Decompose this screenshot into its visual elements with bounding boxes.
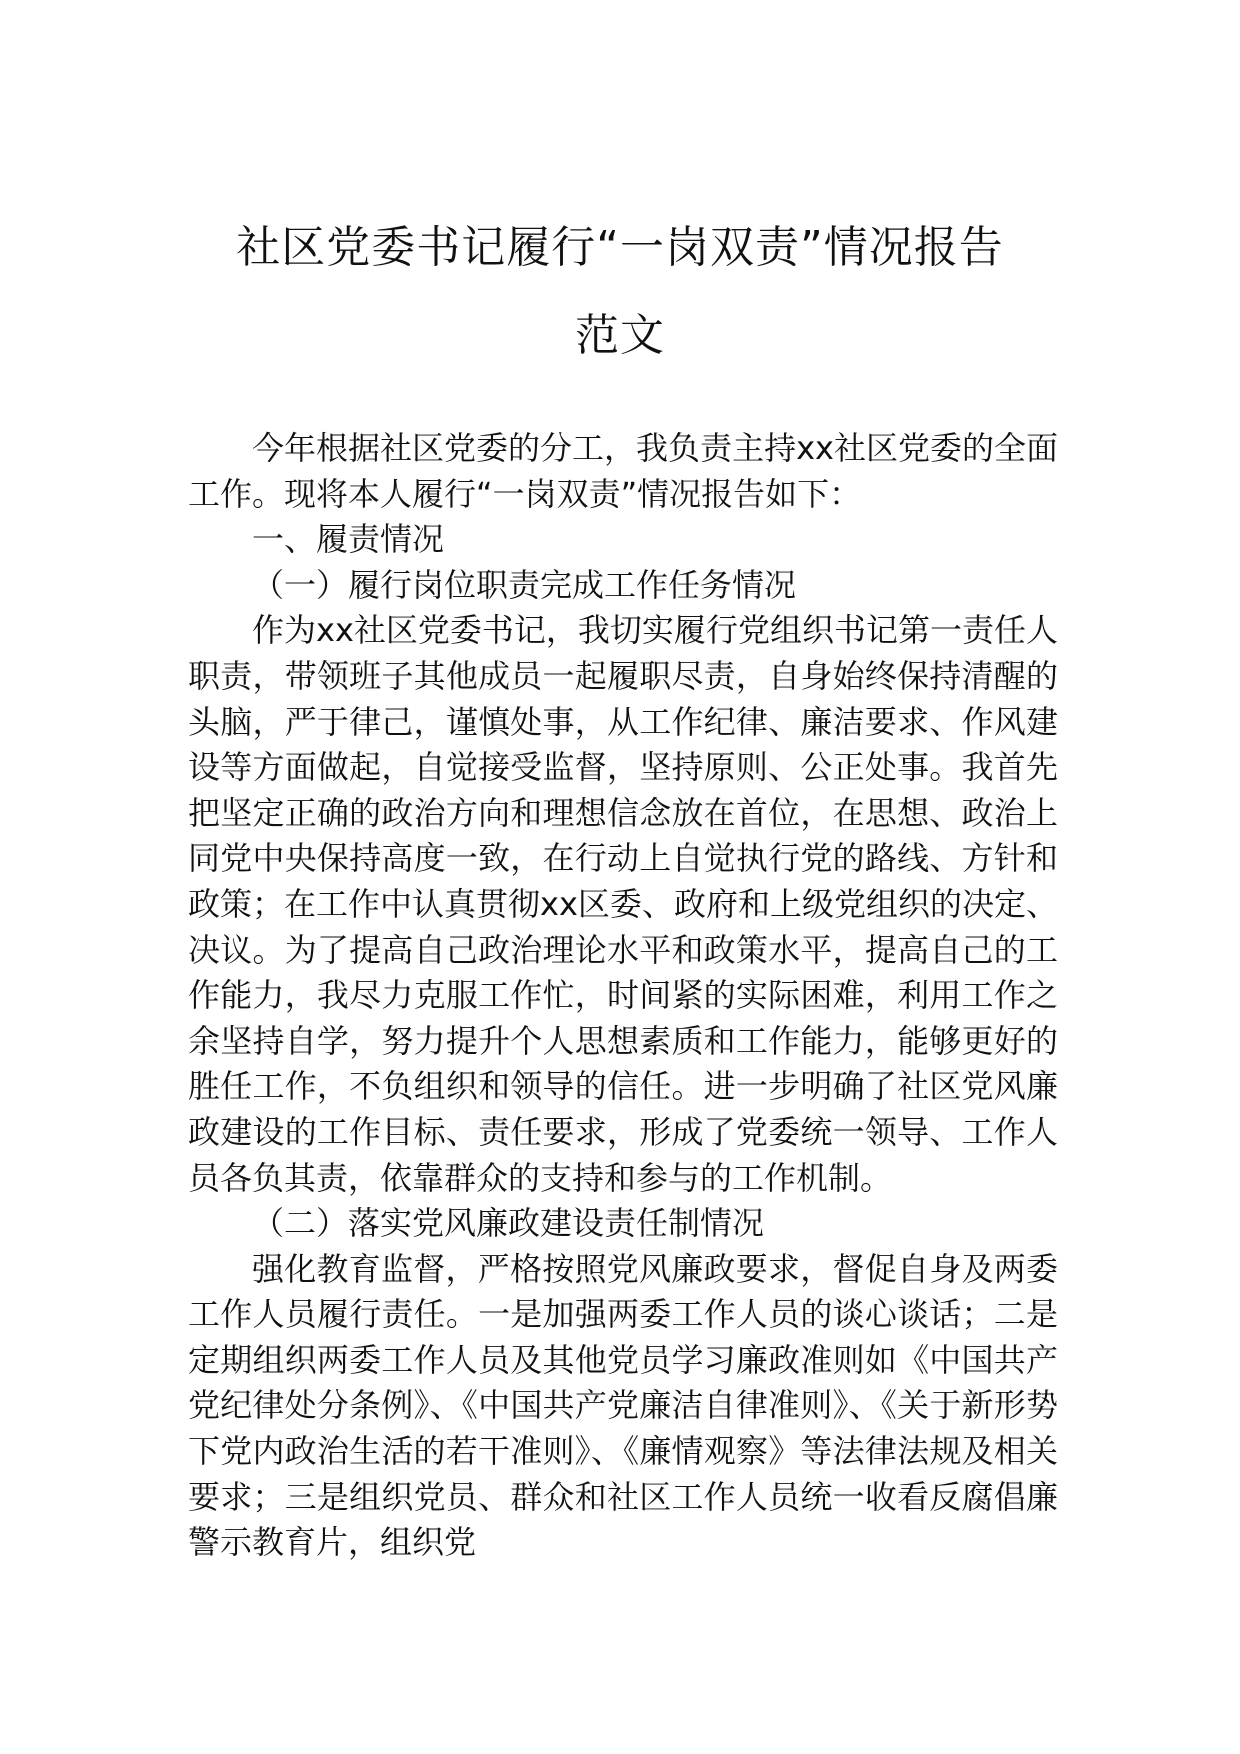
intro-paragraph: 今年根据社区党委的分工，我负责主持xx社区党委的全面工作。现将本人履行“一岗双责”情况报告如下： xyxy=(188,429,1058,513)
body-paragraph-2: 强化教育监督，严格按照党风廉政要求，督促自身及两委工作人员履行责任。一是加强两委工作人员的谈心谈话；二是定期组织两委工作人员及其他党员学习廉政准则如《中国共产党纪律处分条例》、《中国共产党廉洁自律准则》、《关于新形势下党内政治生活的若干准则》、《廉情观察》等法律法规及相关要求；三是组织党员、群众和社区工作人员统一收看反腐倡廉警示教育片，组织党 xyxy=(188,1249,1058,1562)
body-paragraph-1: 作为xx社区党委书记，我切实履行党组织书记第一责任人职责，带领班子其他成员一起履职尽责，自身始终保持清醒的头脑，严于律己，谨慎处事，从工作纪律、廉洁要求、作风建设等方面做起，自觉接受监督，坚持原则、公正处事。我首先把坚定正确的政治方向和理想信念放在首位，在思想、政治上同党中央保持高度一致，在行动上自觉执行党的路线、方针和政策；在工作中认真贯彻xx区委、政府和上级党组织的决定、决议。为了提高自己政治理论水平和政策水平，提高自己的工作能力，我尽力克服工作忙，时间紧的实际困难，利用工作之余坚持自学，努力提升个人思想素质和工作能力，能够更好的胜任工作，不负组织和领导的信任。进一步明确了社区党风廉政建设的工作目标、责任要求，形成了党委统一领导、工作人员各负其责，依靠群众的支持和参与的工作机制。 xyxy=(188,611,1058,1197)
section-heading-1: 一、履责情况 xyxy=(252,520,445,559)
document-title-line2: 范文 xyxy=(575,310,665,361)
subsection-heading-2: （二）落实党风廉政建设责任制情况 xyxy=(252,1204,765,1243)
document-title-line1: 社区党委书记履行“一岗双责”情况报告 xyxy=(236,222,1004,273)
document-body xyxy=(188,426,1058,1566)
subsection-heading-1: （一）履行岗位职责完成工作任务情况 xyxy=(252,565,797,604)
